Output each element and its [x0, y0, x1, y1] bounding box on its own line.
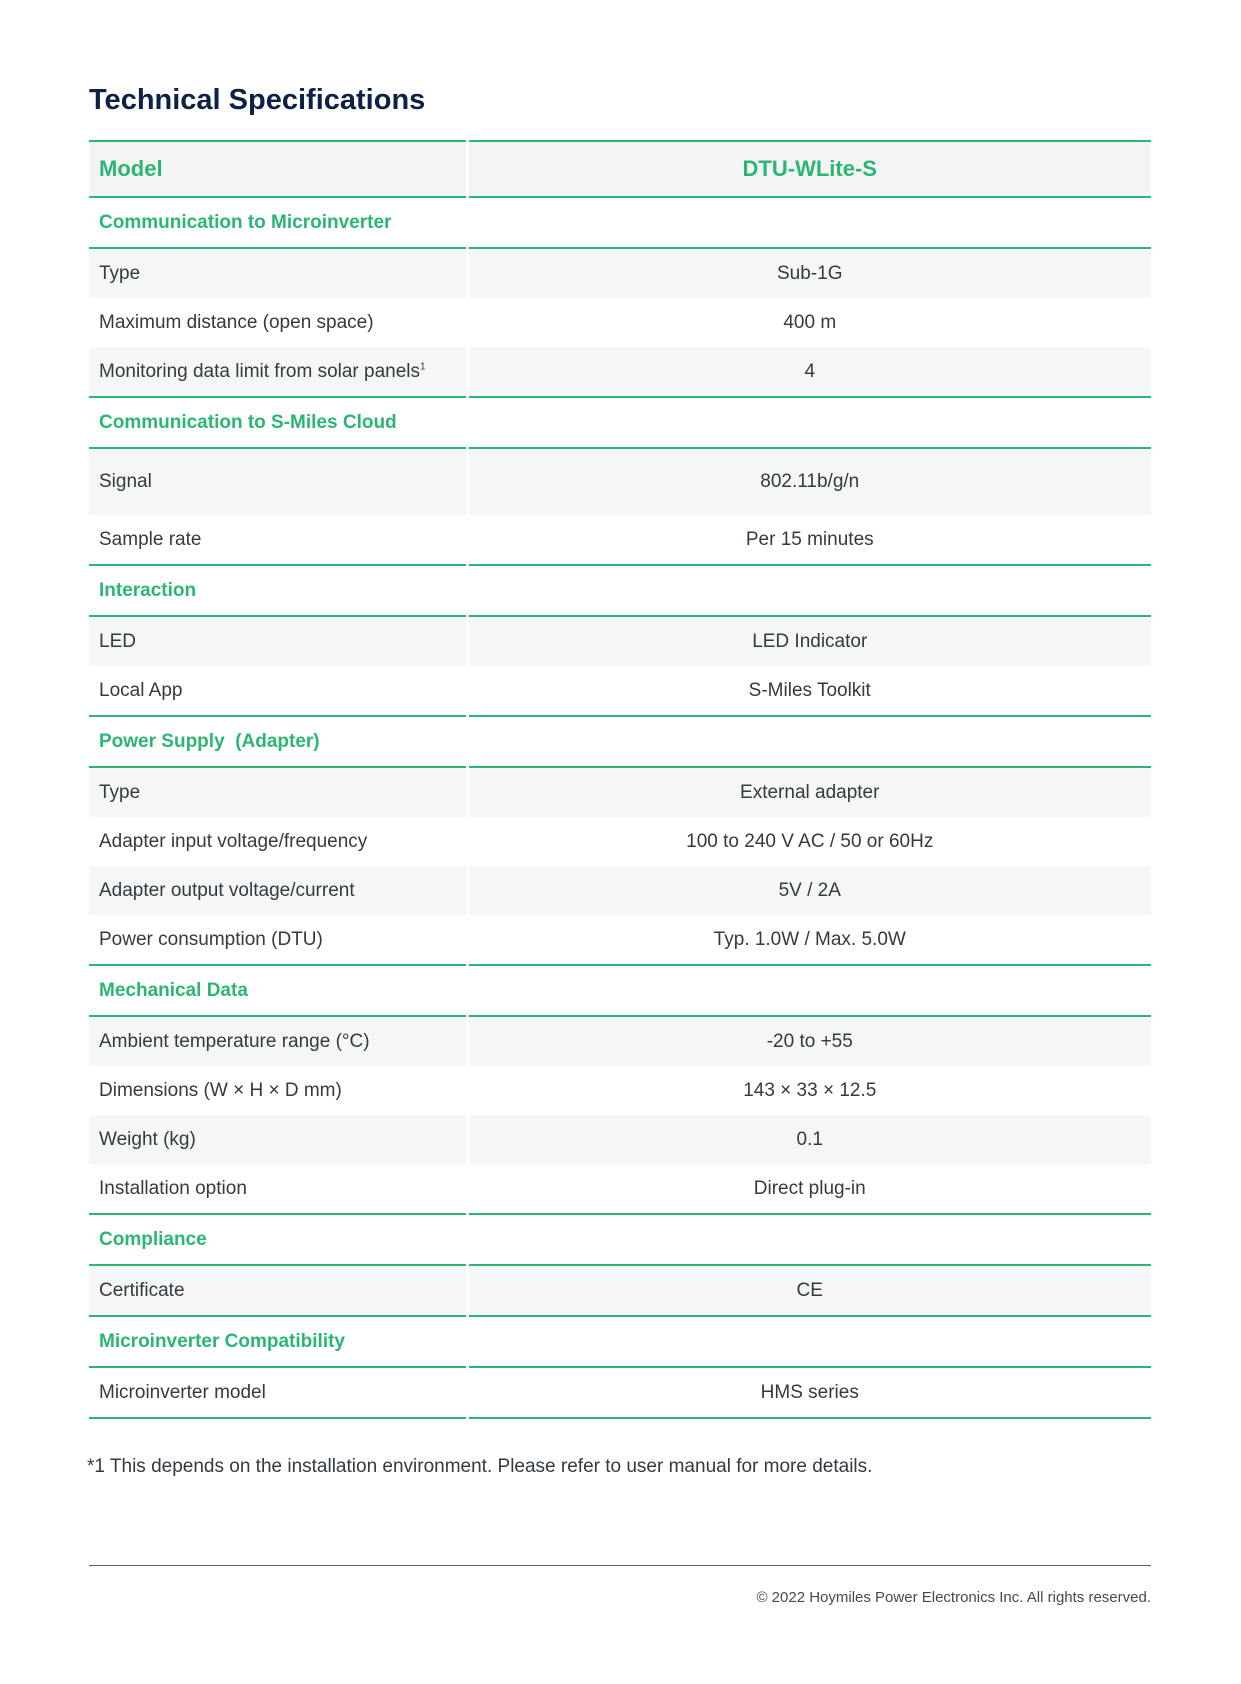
row-label: Signal	[89, 448, 467, 515]
section-heading-row	[89, 716, 1151, 767]
row-value: HMS series	[467, 1367, 1151, 1418]
footnote-mark: 1	[420, 361, 426, 373]
row-label: Weight (kg)	[89, 1115, 467, 1164]
spec-table	[89, 140, 1151, 1419]
section-heading: Microinverter Compatibility	[89, 1316, 1151, 1367]
table-row	[89, 248, 1151, 298]
table-row	[89, 767, 1151, 817]
table-row	[89, 1066, 1151, 1115]
page-title: Technical Specifications	[89, 84, 426, 116]
section-heading: Communication to S-Miles Cloud	[89, 397, 1151, 448]
row-label: Certificate	[89, 1265, 467, 1316]
row-value: 802.11b/g/n	[467, 448, 1151, 515]
row-value: -20 to +55	[467, 1016, 1151, 1066]
row-label: LED	[89, 616, 467, 666]
table-row	[89, 616, 1151, 666]
row-value: S-Miles Toolkit	[467, 666, 1151, 716]
row-label: Local App	[89, 666, 467, 716]
section-heading-row	[89, 1214, 1151, 1265]
table-row	[89, 1016, 1151, 1066]
section-heading-row	[89, 565, 1151, 616]
row-label: Ambient temperature range (°C)	[89, 1016, 467, 1066]
row-label: Sample rate	[89, 515, 467, 565]
section-heading: Compliance	[89, 1214, 1151, 1265]
table-row	[89, 1367, 1151, 1418]
row-value: CE	[467, 1265, 1151, 1316]
row-value: LED Indicator	[467, 616, 1151, 666]
table-row	[89, 1115, 1151, 1164]
row-value: 143 × 33 × 12.5	[467, 1066, 1151, 1115]
row-label-cell	[89, 347, 467, 397]
section-heading-row	[89, 965, 1151, 1016]
row-value: 100 to 240 V AC / 50 or 60Hz	[467, 817, 1151, 866]
model-value: DTU-WLite-S	[467, 141, 1151, 197]
row-label: Type	[89, 248, 467, 298]
table-row	[89, 666, 1151, 716]
section-heading-row	[89, 197, 1151, 248]
section-heading: Interaction	[89, 565, 1151, 616]
row-label: Dimensions (W × H × D mm)	[99, 1079, 342, 1101]
row-label: Type	[89, 767, 467, 817]
section-heading-row	[89, 397, 1151, 448]
table-row	[89, 1164, 1151, 1214]
row-value: 0.1	[467, 1115, 1151, 1164]
section-heading: Mechanical Data	[89, 965, 1151, 1016]
copyright-notice: © 2022 Hoymiles Power Electronics Inc. All rights reserved.	[756, 1589, 1151, 1606]
row-label: Installation option	[89, 1164, 467, 1214]
table-row	[89, 915, 1151, 965]
row-label: Monitoring data limit from solar panels	[99, 360, 421, 382]
table-row	[89, 448, 1151, 515]
row-label: Adapter output voltage/current	[89, 866, 467, 915]
row-value: Per 15 minutes	[467, 515, 1151, 565]
table-row	[89, 1265, 1151, 1316]
section-heading: Communication to Microinverter	[89, 197, 1151, 248]
footer-divider	[89, 1565, 1151, 1566]
row-value: Typ. 1.0W / Max. 5.0W	[467, 915, 1151, 965]
row-value: 4	[467, 347, 1151, 397]
row-label: Maximum distance (open space)	[99, 311, 374, 333]
table-row	[89, 515, 1151, 565]
row-value: 5V / 2A	[467, 866, 1151, 915]
section-heading-row	[89, 1316, 1151, 1367]
footnote: *1 This depends on the installation environment. Please refer to user manual for more details.	[87, 1456, 873, 1477]
row-value: 400 m	[467, 298, 1151, 347]
section-heading: Power Supply (Adapter)	[89, 716, 1151, 767]
row-value: Direct plug-in	[467, 1164, 1151, 1214]
table-row	[89, 866, 1151, 915]
table-row	[89, 298, 1151, 347]
table-row	[89, 817, 1151, 866]
row-value: External adapter	[467, 767, 1151, 817]
row-label: Microinverter model	[89, 1367, 467, 1418]
table-header-row	[89, 141, 1151, 197]
row-label: Power consumption (DTU)	[89, 915, 467, 965]
row-label: Adapter input voltage/frequency	[99, 830, 368, 852]
row-value: Sub-1G	[467, 248, 1151, 298]
model-label: Model	[89, 141, 467, 197]
table-row	[89, 347, 1151, 397]
